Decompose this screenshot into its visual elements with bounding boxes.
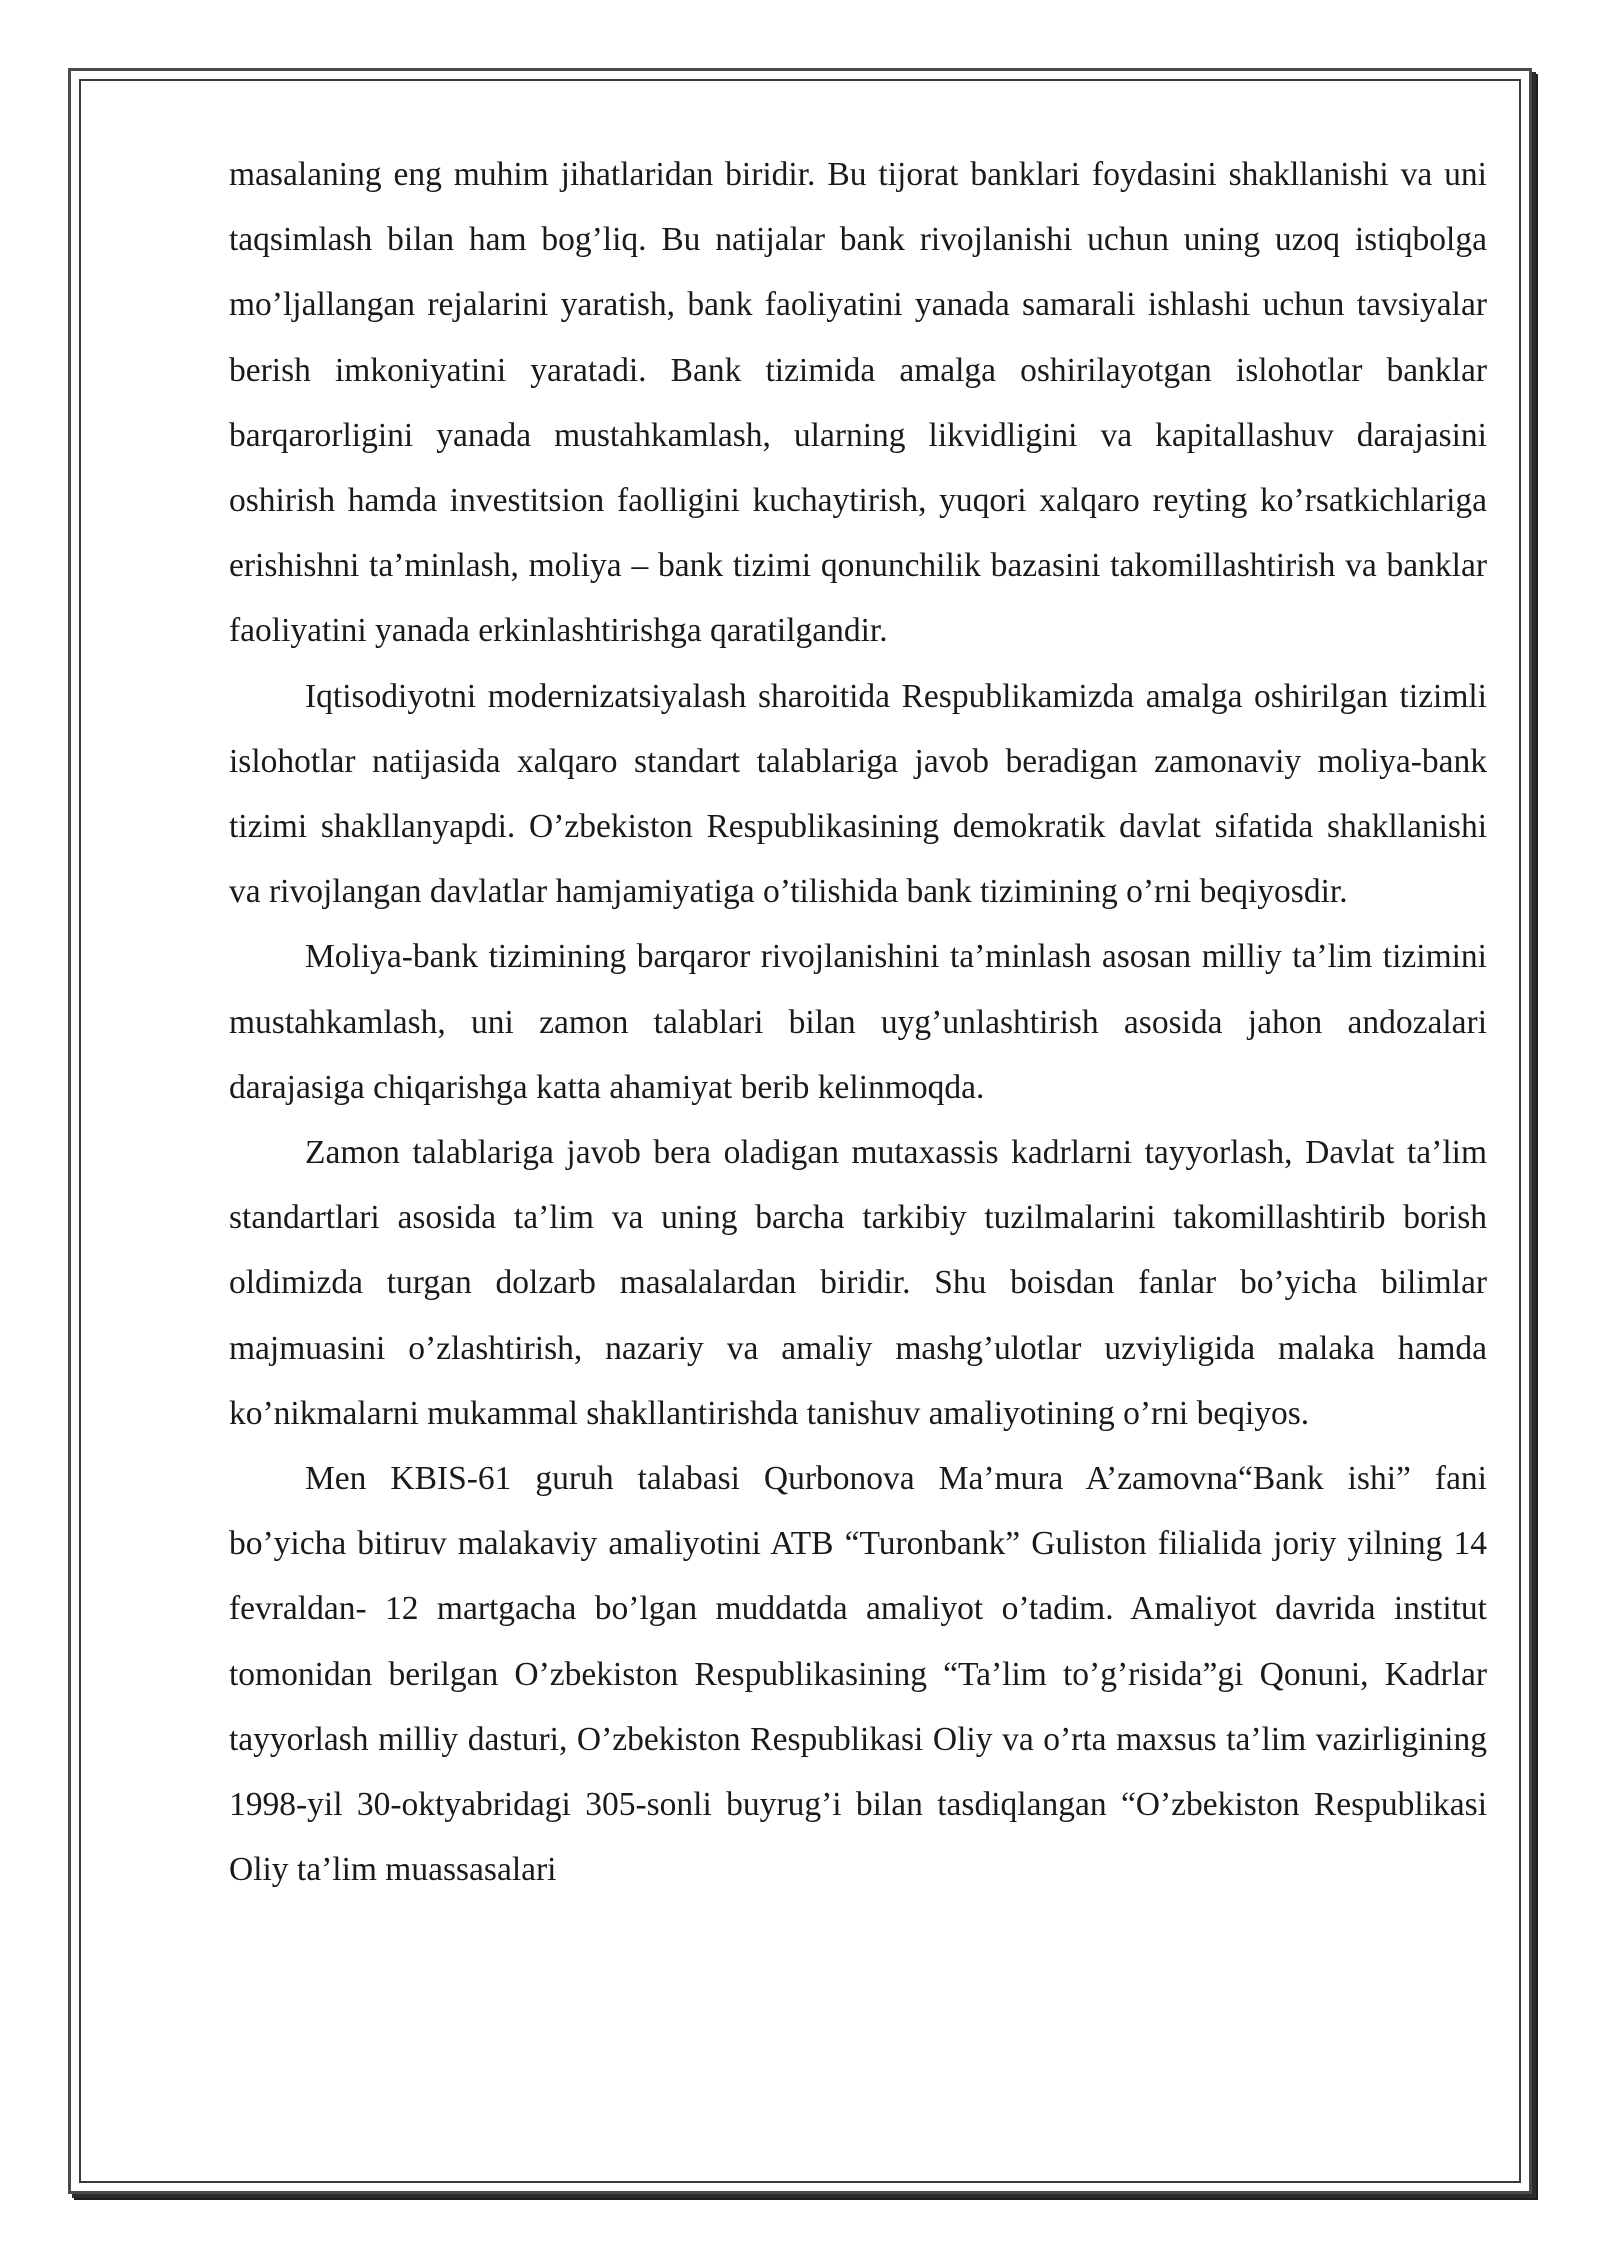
paragraph-3: Moliya-bank tizimining barqaror rivojlanishini ta’minlash asosan milliy ta’lim tizimini mustahkamlash, uni zamon talablari bilan uyg’unlashtirish asosida jahon andozalari darajasiga chiqarishga katta ahamiyat berib kelinmoqda. xyxy=(229,938,1487,1106)
paragraph-4: Zamon talablariga javob bera oladigan mutaxassis kadrlarni tayyorlash, Davlat ta’lim standartlari asosida ta’lim va uning barcha tarkibiy tuzilmalarini takomillashtirib borish oldimizda turgan dolzarb masalalardan biridir. Shu boisdan fanlar bo’yicha bilimlar majmuasini o’zlashtirish, nazariy va amaliy mashg’ulotlar uzviyligida malaka hamda ko’nikmalarni mukammal shakllantirishda tanishuv amaliyotining o’rni beqiyos. xyxy=(229,1134,1487,1432)
paragraph-5: Men KBIS-61 guruh talabasi Qurbonova Ma’mura A’zamovna“Bank ishi” fani bo’yicha bitiruv malakaviy amaliyotini ATB “Turonbank” Guliston filialida joriy yilning 14 fevraldan- 12 martgacha bo’lgan muddatda amaliyot o’tadim. Amaliyot davrida institut tomonidan berilgan O’zbekiston Respublikasining “Ta’lim to’g’risida”gi Qonuni, Kadrlar tayyorlash milliy dasturi, O’zbekiston Respublikasi Oliy va o’rta maxsus ta’lim vazirligining 1998-yil 30-oktyabridagi 305-sonli buyrug’i bilan tasdiqlangan “O’zbekiston Respublikasi Oliy ta’lim muassasalari xyxy=(229,1460,1487,1889)
paragraph-2: Iqtisodiyotni modernizatsiyalash sharoitida Respublikamizda amalga oshirilgan tizimli islohotlar natijasida xalqaro standart talablariga javob beradigan zamonaviy moliya-bank tizimi shakllanyapdi. O’zbekiston Respublikasining demokratik davlat sifatida shakllanishi va rivojlangan davlatlar hamjamiyatiga o’tilishida bank tizimining o’rni beqiyosdir. xyxy=(229,677,1487,911)
document-body xyxy=(229,142,1487,1902)
paragraph-1: masalaning eng muhim jihatlaridan biridir. Bu tijorat banklari foydasini shakllanishi va uni taqsimlash bilan ham bog’liq. Bu natijalar bank rivojlanishi uchun uning uzoq istiqbolga mo’ljallangan rejalarini yaratish, bank faoliyatini yanada samarali ishlashi uchun tavsiyalar berish imkoniyatini yaratadi. Bank tizimida amalga oshirilayotgan islohotlar banklar barqarorligini yanada mustahkamlash, ularning likvidligini va kapitallashuv darajasini oshirish hamda investitsion faolligini kuchaytirish, yuqori xalqaro reyting ko’rsatkichlariga erishishni ta’minlash, moliya – bank tizimi qonunchilik bazasini takomillashtirish va banklar faoliyatini yanada erkinlashtirishga qaratilgandir. xyxy=(229,156,1487,650)
